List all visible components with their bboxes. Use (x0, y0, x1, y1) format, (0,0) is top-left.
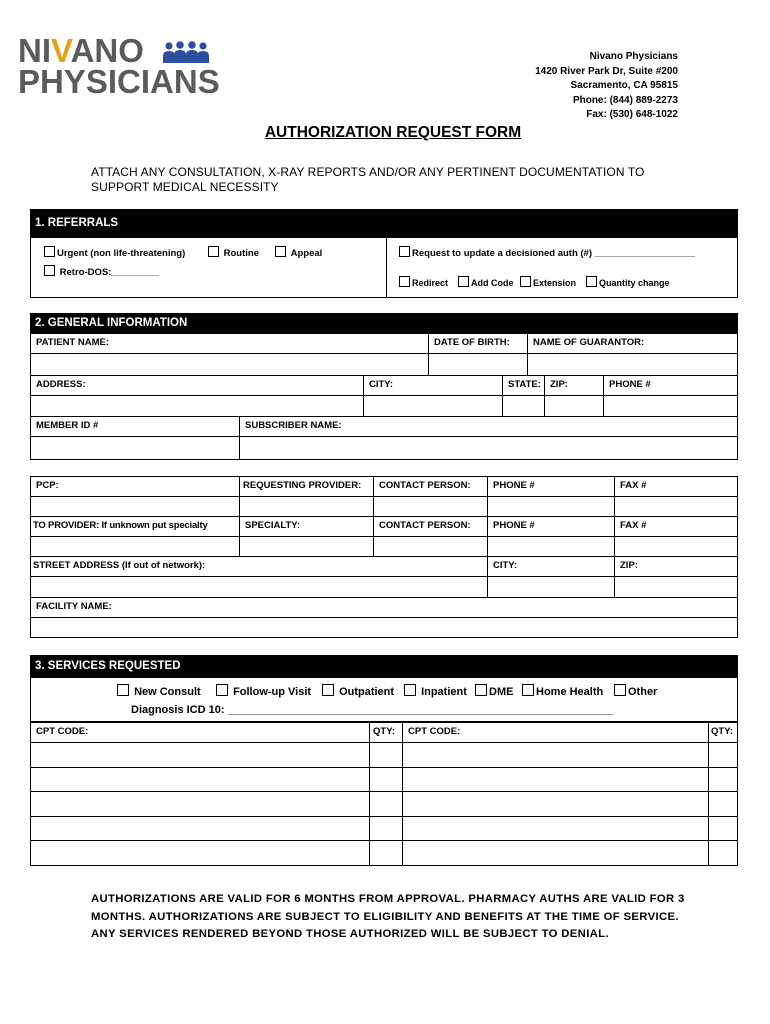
clinic-address (535, 50, 678, 123)
logo-line1: NIVANO (18, 32, 144, 69)
clinic-phone: Phone: (844) 889-2273 (572, 94, 678, 106)
zip-field[interactable] (544, 395, 604, 417)
to-provider-label: TO PROVIDER: If unknown put specialty (30, 516, 240, 537)
other-option[interactable]: Other (614, 684, 657, 698)
cpt-code-field-right[interactable] (402, 767, 709, 793)
logo-line2: PHYSICIANS (18, 63, 220, 100)
pcp-label: PCP: (30, 476, 240, 497)
state-field[interactable] (502, 395, 545, 417)
address-field[interactable] (30, 395, 364, 417)
contact-person-field[interactable] (373, 496, 488, 517)
followup-checkbox[interactable] (216, 684, 228, 696)
redirect-option[interactable]: Redirect (399, 276, 448, 288)
qty-field-right[interactable] (708, 767, 738, 793)
street-address-field[interactable] (30, 576, 488, 598)
city2-field[interactable] (487, 576, 615, 598)
diagnosis-icd-field[interactable]: Diagnosis ICD 10: _______________________________________________________________ (131, 704, 613, 716)
to-provider-field[interactable] (30, 536, 240, 557)
fax-label: FAX # (614, 476, 738, 497)
cpt-code-field-left[interactable] (30, 767, 370, 793)
quantity-option[interactable]: Quantity change (586, 276, 670, 288)
patient-name-label: PATIENT NAME: (30, 333, 429, 354)
new-consult-option[interactable]: New Consult (117, 684, 201, 698)
extension-checkbox[interactable] (520, 276, 531, 287)
city-field[interactable] (363, 395, 503, 417)
guarantor-field[interactable] (527, 353, 738, 376)
qty-header-right: QTY: (708, 722, 738, 743)
add-code-checkbox[interactable] (458, 276, 469, 287)
guarantor-label: NAME OF GUARANTOR: (527, 333, 738, 354)
contact-person2-label: CONTACT PERSON: (373, 516, 488, 537)
clinic-city: Sacramento, CA 95815 (570, 80, 678, 91)
qty-field-right[interactable] (708, 791, 738, 817)
qty-field-left[interactable] (369, 816, 403, 842)
fax-field[interactable] (614, 496, 738, 517)
services-header: 3. SERVICES REQUESTED (30, 655, 738, 677)
dob-field[interactable] (428, 353, 528, 376)
new-consult-checkbox[interactable] (117, 684, 129, 696)
cpt-code-header-right: CPT CODE: (402, 722, 709, 743)
cpt-code-field-left[interactable] (30, 742, 370, 768)
phone-field[interactable] (603, 395, 738, 417)
subscriber-field[interactable] (239, 436, 738, 460)
phone3-field[interactable] (487, 536, 615, 557)
extension-option[interactable]: Extension (520, 276, 576, 288)
specialty-field[interactable] (239, 536, 374, 557)
clinic-fax: Fax: (530) 648-1022 (586, 109, 678, 120)
general-header: 2. GENERAL INFORMATION (30, 313, 738, 333)
urgent-option[interactable]: Urgent (non life-threatening) (44, 246, 185, 259)
retro-dos-checkbox[interactable] (44, 265, 55, 276)
zip-label: ZIP: (544, 375, 604, 396)
clinic-street: 1420 River Park Dr, Suite #200 (535, 65, 678, 77)
specialty-label: SPECIALTY: (239, 516, 374, 537)
outpatient-checkbox[interactable] (322, 684, 334, 696)
address-label: ADDRESS: (30, 375, 364, 396)
dob-label: DATE OF BIRTH: (428, 333, 528, 354)
attach-note: ATTACH ANY CONSULTATION, X-RAY REPORTS AND/OR ANY PERTINENT DOCUMENTATION TO SUPPORT MEDICAL NECESSITY (91, 165, 645, 194)
dme-option[interactable]: DME (475, 684, 513, 698)
facility-label: FACILITY NAME: (30, 597, 738, 618)
contact-person2-field[interactable] (373, 536, 488, 557)
fax2-field[interactable] (614, 536, 738, 557)
other-checkbox[interactable] (614, 684, 626, 696)
logo-v-mark: V (51, 32, 71, 69)
home-health-checkbox[interactable] (522, 684, 534, 696)
qty-field-right[interactable] (708, 816, 738, 842)
redirect-checkbox[interactable] (399, 276, 410, 287)
people-icon (163, 41, 209, 63)
phone3-label: PHONE # (487, 516, 615, 537)
cpt-code-field-right[interactable] (402, 742, 709, 768)
update-auth-option[interactable]: Request to update a decisioned auth (#) ___________________ (399, 246, 695, 259)
cpt-code-field-right[interactable] (402, 791, 709, 817)
city-label: CITY: (363, 375, 503, 396)
cpt-code-header-left: CPT CODE: (30, 722, 370, 743)
inpatient-checkbox[interactable] (404, 684, 416, 696)
zip2-field[interactable] (614, 576, 738, 598)
qty-field-right[interactable] (708, 840, 738, 866)
nivano-logo (18, 34, 228, 100)
referrals-divider (386, 237, 387, 298)
form-title: AUTHORIZATION REQUEST FORM (264, 124, 522, 141)
followup-option[interactable]: Follow-up Visit (216, 684, 311, 698)
state-label: STATE: (502, 375, 545, 396)
street-address-label: STREET ADDRESS (If out of network): (30, 556, 488, 577)
add-code-option[interactable]: Add Code (458, 276, 514, 288)
dme-checkbox[interactable] (475, 684, 487, 696)
appeal-option[interactable]: Appeal (275, 246, 322, 259)
subscriber-label: SUBSCRIBER NAME: (239, 416, 738, 437)
qty-field-left[interactable] (369, 791, 403, 817)
clinic-name: Nivano Physicians (589, 51, 678, 62)
appeal-checkbox[interactable] (275, 246, 286, 257)
cpt-code-field-left[interactable] (30, 840, 370, 866)
pcp-field[interactable] (30, 496, 240, 517)
requesting-provider-field[interactable] (239, 496, 374, 517)
requesting-provider-label: REQUESTING PROVIDER: (239, 476, 374, 497)
outpatient-option[interactable]: Outpatient (322, 684, 394, 698)
quantity-checkbox[interactable] (586, 276, 597, 287)
qty-field-left[interactable] (369, 742, 403, 768)
qty-field-left[interactable] (369, 767, 403, 793)
member-id-label: MEMBER ID # (30, 416, 240, 437)
update-auth-checkbox[interactable] (399, 246, 410, 257)
retro-dos-option[interactable]: Retro-DOS:_________ (44, 265, 159, 278)
qty-field-right[interactable] (708, 742, 738, 768)
cpt-code-field-right[interactable] (402, 840, 709, 866)
referrals-header: 1. REFERRALS (30, 209, 738, 237)
inpatient-option[interactable]: Inpatient (404, 684, 467, 698)
zip2-label: ZIP: (614, 556, 738, 577)
routine-checkbox[interactable] (208, 246, 219, 257)
cpt-code-field-left[interactable] (30, 816, 370, 842)
phone-label: PHONE # (603, 375, 738, 396)
home-health-option[interactable]: Home Health (522, 684, 603, 698)
phone2-label: PHONE # (487, 476, 615, 497)
city2-label: CITY: (487, 556, 615, 577)
qty-header-left: QTY: (369, 722, 403, 743)
urgent-checkbox[interactable] (44, 246, 55, 257)
member-id-field[interactable] (30, 436, 240, 460)
phone2-field[interactable] (487, 496, 615, 517)
routine-option[interactable]: Routine (208, 246, 259, 259)
contact-person-label: CONTACT PERSON: (373, 476, 488, 497)
qty-field-left[interactable] (369, 840, 403, 866)
validity-notice: AUTHORIZATIONS ARE VALID FOR 6 MONTHS FROM APPROVAL. PHARMACY AUTHS ARE VALID FOR 3 MONTHS. AUTHORIZATIONS ARE SUBJECT TO ELIGIBILITY AND BENEFITS AT THE TIME OF SERVICE. ANY SERVICES RENDERED BEYOND THOSE AUTHORIZED WILL BE SUBJECT TO DENIAL. (91, 893, 685, 940)
patient-name-field[interactable] (30, 353, 429, 376)
cpt-code-field-left[interactable] (30, 791, 370, 817)
fax2-label: FAX # (614, 516, 738, 537)
facility-field[interactable] (30, 617, 738, 638)
cpt-code-field-right[interactable] (402, 816, 709, 842)
